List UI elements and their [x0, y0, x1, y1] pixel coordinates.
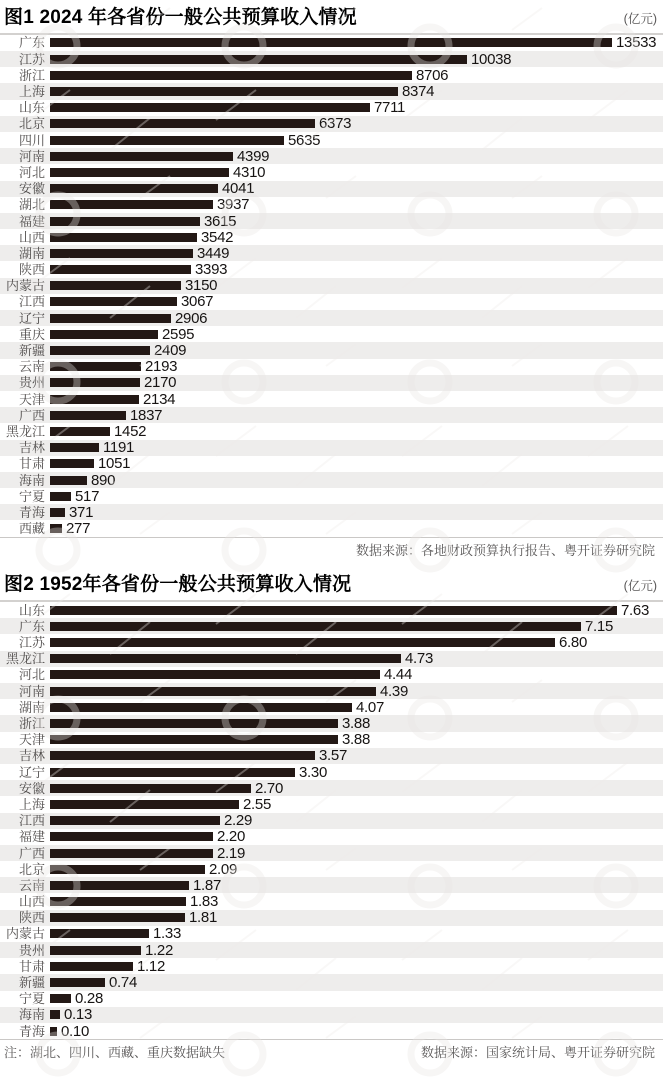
value-label: 3150 [185, 277, 218, 295]
bar-row [0, 375, 663, 391]
bar [50, 929, 149, 938]
category-label: 海南 [18, 1007, 45, 1023]
bar [50, 200, 213, 209]
bar [50, 881, 189, 890]
bar [50, 670, 380, 679]
bar [50, 265, 191, 274]
value-label: 2193 [145, 358, 178, 376]
bar-row [0, 504, 663, 520]
bar-row [0, 764, 663, 780]
category-label: 陕西 [18, 262, 45, 278]
value-label: 5635 [288, 131, 321, 149]
bar-row [0, 683, 663, 699]
category-label: 吉林 [18, 748, 45, 764]
category-label: 山西 [18, 894, 45, 910]
category-label: 江苏 [18, 51, 45, 67]
category-label: 福建 [18, 829, 45, 845]
category-label: 云南 [18, 359, 45, 375]
bar [50, 55, 467, 64]
value-label: 3449 [197, 244, 230, 262]
bar [50, 443, 99, 452]
category-label: 江苏 [18, 635, 45, 651]
category-label: 山东 [18, 100, 45, 116]
category-label: 天津 [18, 732, 45, 748]
value-label: 2.09 [209, 860, 237, 878]
bar-row [0, 407, 663, 423]
bar-row [0, 602, 663, 618]
bar [50, 330, 158, 339]
chart-title: 图1 2024 年各省份一般公共预算收入情况 [4, 7, 357, 28]
category-label: 陕西 [18, 910, 45, 926]
bar-row [0, 861, 663, 877]
value-label: 2.55 [243, 795, 271, 813]
bar [50, 1027, 57, 1036]
category-label: 西藏 [18, 521, 45, 537]
bar-row [0, 926, 663, 942]
category-label: 广东 [18, 35, 45, 51]
bar [50, 913, 185, 922]
bar-row [0, 148, 663, 164]
bar-row [0, 813, 663, 829]
bar [50, 136, 284, 145]
bar-row [0, 796, 663, 812]
category-label: 河南 [18, 148, 45, 164]
value-label: 7711 [374, 99, 406, 117]
value-label: 2906 [175, 309, 208, 327]
category-label: 江西 [18, 813, 45, 829]
bar [50, 978, 105, 987]
bar [50, 638, 555, 647]
value-label: 4.07 [356, 698, 384, 716]
bar [50, 395, 139, 404]
bar-row [0, 116, 663, 132]
value-label: 2.19 [217, 844, 245, 862]
value-label: 3615 [204, 212, 237, 230]
bar-row [0, 440, 663, 456]
category-label: 上海 [18, 84, 45, 99]
value-label: 2595 [162, 325, 195, 343]
bar [50, 297, 177, 306]
value-label: 1452 [114, 422, 147, 440]
bar-row [0, 278, 663, 294]
bar-row [0, 245, 663, 261]
bar-row [0, 488, 663, 504]
chart-footer [0, 1039, 663, 1067]
bar-row [0, 910, 663, 926]
value-label: 3.88 [342, 731, 370, 749]
category-label: 山西 [18, 229, 45, 245]
value-label: 1.83 [190, 893, 218, 911]
category-label: 河北 [18, 667, 45, 683]
category-label: 新疆 [18, 343, 45, 358]
category-label: 河南 [18, 683, 45, 699]
value-label: 1.33 [153, 925, 181, 943]
bar [50, 687, 376, 696]
bar-row [0, 83, 663, 99]
category-label: 黑龙江 [5, 651, 45, 667]
value-label: 0.74 [109, 974, 137, 991]
bar-row [0, 391, 663, 407]
category-label: 内蒙古 [5, 926, 45, 942]
category-label: 天津 [18, 391, 45, 407]
bar-rows-2024 [0, 35, 663, 537]
value-label: 10038 [471, 50, 512, 68]
bar [50, 962, 133, 971]
bar [50, 1010, 60, 1019]
bar [50, 71, 412, 80]
value-label: 2.20 [217, 828, 245, 846]
bar [50, 832, 213, 841]
category-label: 黑龙江 [5, 423, 45, 439]
value-label: 7.15 [585, 617, 613, 635]
bar-row [0, 893, 663, 909]
bar-row [0, 261, 663, 277]
bar [50, 168, 229, 177]
category-label: 上海 [18, 796, 45, 812]
bar-row [0, 213, 663, 229]
category-label: 贵州 [18, 375, 45, 391]
bar-row [0, 51, 663, 67]
bar [50, 217, 200, 226]
bar [50, 784, 251, 793]
value-label: 1.22 [145, 941, 173, 959]
category-label: 吉林 [18, 440, 45, 456]
category-label: 辽宁 [18, 764, 45, 780]
bar [50, 994, 71, 1003]
bar-row [0, 423, 663, 439]
category-label: 海南 [18, 472, 45, 488]
value-label: 0.28 [75, 990, 103, 1008]
category-label: 山东 [18, 602, 45, 618]
bar-row [0, 1007, 663, 1023]
bar [50, 768, 295, 777]
value-label: 3393 [195, 261, 228, 279]
bar [50, 622, 581, 631]
bar-row [0, 294, 663, 310]
category-label: 北京 [18, 116, 45, 132]
bar [50, 184, 218, 193]
value-label: 3.57 [319, 747, 347, 765]
value-label: 6373 [319, 115, 352, 133]
chart-title: 图2 1952年各省份一般公共预算收入情况 [4, 574, 352, 596]
axis-unit-label: (亿元) [623, 579, 657, 594]
bar-row [0, 359, 663, 375]
data-source-label: 数据来源：各地财政预算执行报告、粤开证券研究院 [355, 542, 655, 558]
bar [50, 476, 87, 485]
bar-row [0, 181, 663, 197]
chart-note: 注：湖北、四川、西藏、重庆数据缺失 [4, 1045, 226, 1061]
bar [50, 897, 186, 906]
chart-header [0, 564, 663, 602]
bar [50, 378, 140, 387]
value-label: 4041 [222, 180, 255, 198]
value-label: 3937 [217, 196, 250, 214]
bar-row [0, 651, 663, 667]
value-label: 277 [66, 520, 91, 538]
value-label: 517 [75, 487, 100, 505]
value-label: 4.39 [380, 682, 408, 700]
bar [50, 816, 220, 825]
value-label: 4310 [233, 163, 266, 181]
category-label: 云南 [18, 877, 45, 893]
category-label: 青海 [18, 1023, 45, 1039]
bar [50, 427, 110, 436]
value-label: 2170 [144, 374, 177, 392]
bar [50, 524, 62, 533]
value-label: 13533 [616, 34, 657, 52]
bar-row [0, 829, 663, 845]
value-label: 4399 [237, 147, 270, 165]
bar-row [0, 667, 663, 683]
bar [50, 103, 370, 112]
value-label: 1.12 [137, 957, 165, 975]
value-label: 1.81 [189, 909, 217, 927]
value-label: 890 [91, 471, 116, 489]
bar-row [0, 456, 663, 472]
bar-row [0, 132, 663, 148]
bar [50, 249, 193, 258]
bar-row [0, 845, 663, 861]
bar-row [0, 991, 663, 1007]
category-label: 安徽 [18, 181, 45, 197]
category-label: 重庆 [18, 326, 45, 342]
bar-row [0, 974, 663, 990]
bar [50, 346, 150, 355]
category-label: 新疆 [18, 975, 45, 990]
category-label: 湖南 [18, 245, 45, 261]
category-label: 辽宁 [18, 310, 45, 326]
category-label: 浙江 [18, 67, 45, 83]
bar-row [0, 780, 663, 796]
bar-row [0, 634, 663, 650]
category-label: 江西 [18, 294, 45, 310]
value-label: 1051 [98, 455, 131, 473]
bar-row [0, 715, 663, 731]
value-label: 4.44 [384, 666, 412, 684]
bar [50, 87, 398, 96]
category-label: 安徽 [18, 780, 45, 796]
value-label: 2.29 [224, 812, 252, 830]
bar [50, 119, 315, 128]
bar-row [0, 229, 663, 245]
value-label: 8374 [402, 83, 435, 100]
value-label: 8706 [416, 66, 449, 84]
category-label: 甘肃 [18, 456, 45, 472]
bar [50, 703, 352, 712]
category-label: 福建 [18, 213, 45, 229]
axis-unit-label: (亿元) [623, 11, 657, 26]
category-label: 浙江 [18, 716, 45, 731]
bar [50, 411, 126, 420]
value-label: 2.70 [255, 779, 283, 797]
category-label: 湖南 [18, 699, 45, 715]
bar [50, 233, 197, 242]
value-label: 4.73 [405, 650, 433, 668]
category-label: 广西 [18, 845, 45, 861]
category-label: 河北 [18, 164, 45, 180]
value-label: 1191 [103, 439, 135, 457]
bar [50, 946, 141, 955]
bar-row [0, 618, 663, 634]
value-label: 7.63 [621, 601, 649, 619]
bar [50, 849, 213, 858]
bar [50, 281, 181, 290]
bar [50, 314, 171, 323]
data-source-label: 数据来源：国家统计局、粤开证券研究院 [420, 1045, 655, 1061]
bar-row [0, 326, 663, 342]
bar-row [0, 164, 663, 180]
bar [50, 800, 239, 809]
chart-footer [0, 537, 663, 565]
bar-row [0, 958, 663, 974]
value-label: 3.88 [342, 715, 370, 732]
bar-row [0, 748, 663, 764]
bar [50, 719, 338, 728]
bar [50, 362, 141, 371]
bar-row [0, 35, 663, 51]
value-label: 3067 [181, 293, 214, 311]
bar [50, 606, 617, 615]
bar [50, 492, 71, 501]
bar [50, 735, 338, 744]
bar-row [0, 942, 663, 958]
value-label: 371 [69, 503, 94, 521]
bar [50, 152, 233, 161]
value-label: 3542 [201, 228, 234, 246]
value-label: 0.13 [64, 1006, 92, 1024]
category-label: 青海 [18, 504, 45, 520]
bar-row [0, 67, 663, 83]
value-label: 1.87 [193, 876, 221, 894]
value-label: 0.10 [61, 1022, 89, 1040]
bar [50, 459, 94, 468]
category-label: 广西 [18, 407, 45, 423]
bar [50, 38, 612, 47]
bar [50, 508, 65, 517]
category-label: 北京 [18, 861, 45, 877]
category-label: 广东 [18, 618, 45, 634]
bar [50, 865, 205, 874]
category-label: 贵州 [18, 942, 45, 958]
chart-header [0, 0, 663, 35]
value-label: 2134 [143, 390, 176, 408]
category-label: 宁夏 [18, 991, 45, 1007]
bar-row [0, 520, 663, 536]
category-label: 四川 [18, 132, 45, 148]
bar-row [0, 197, 663, 213]
bar-row [0, 100, 663, 116]
bar [50, 751, 315, 760]
bar-row [0, 732, 663, 748]
value-label: 2409 [154, 342, 187, 359]
category-label: 湖北 [18, 197, 45, 213]
chart-1952-budget-revenue [0, 564, 663, 1067]
bar-row [0, 1023, 663, 1039]
value-label: 1837 [130, 406, 163, 424]
category-label: 内蒙古 [5, 278, 45, 294]
category-label: 甘肃 [18, 958, 45, 974]
bar-row [0, 472, 663, 488]
value-label: 3.30 [299, 763, 327, 781]
category-label: 宁夏 [18, 488, 45, 504]
bar-row [0, 699, 663, 715]
bar-row [0, 310, 663, 326]
bar [50, 654, 401, 663]
bar-row [0, 877, 663, 893]
value-label: 6.80 [559, 634, 587, 652]
bar-rows-1952 [0, 602, 663, 1039]
bar-row [0, 342, 663, 358]
